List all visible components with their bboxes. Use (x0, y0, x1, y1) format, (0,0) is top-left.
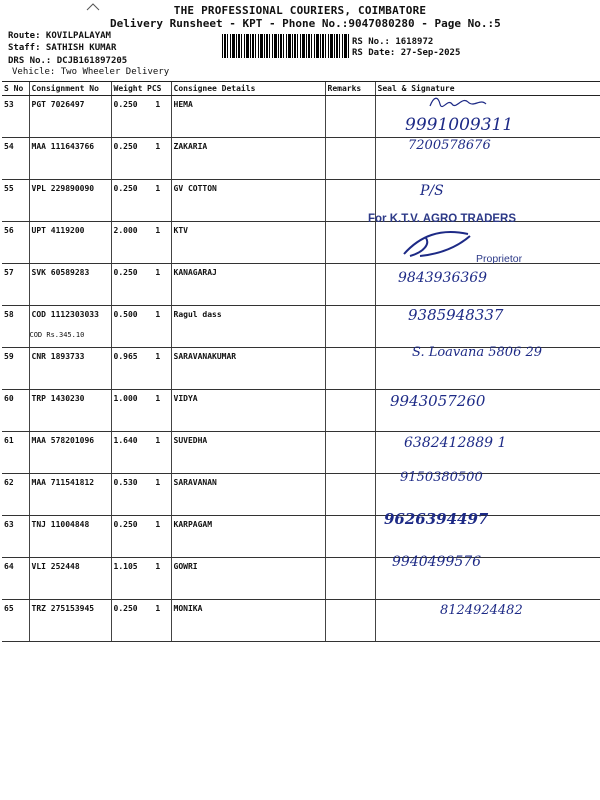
cell-consignment (29, 558, 111, 600)
cell-consignee-text: HEMA (173, 100, 193, 109)
cell-weight-text: 0.965 (113, 352, 138, 361)
cell-remarks (325, 264, 375, 306)
cell-weight (111, 96, 145, 138)
cell-consignment-text: TRZ 275153945 (31, 604, 95, 613)
cell-remarks (325, 138, 375, 180)
cell-weight (111, 432, 145, 474)
table-header-row (2, 82, 600, 96)
runsheet-subtitle: Delivery Runsheet - KPT - Phone No.:9047080280 - Page No.:5 (110, 17, 501, 30)
staff-label: Staff: SATHISH KUMAR (8, 43, 117, 53)
cell-remarks (325, 306, 375, 348)
cell-consignment (29, 180, 111, 222)
company-title: THE PROFESSIONAL COURIERS, COIMBATORE (173, 4, 427, 17)
cell-consignment-text: COD 1112303033 (31, 310, 99, 319)
cell-consignment-text: TRP 1430230 (31, 394, 85, 403)
cell-remarks (325, 348, 375, 390)
signature-phone-65: 8124924482 (440, 603, 523, 618)
cell-consignment (29, 348, 111, 390)
table-row (2, 558, 600, 600)
cell-pcs-text: 1 (155, 184, 161, 193)
cell-consignee (171, 348, 325, 390)
cod-amount-note: COD Rs.345.10 (29, 331, 85, 339)
cell-consignee-text: MONIKA (173, 604, 203, 613)
cell-pcs (145, 432, 171, 474)
cell-weight (111, 222, 145, 264)
cell-consignment (29, 222, 111, 264)
cell-consignee-text: GV COTTON (173, 184, 217, 193)
cell-pcs (145, 96, 171, 138)
cell-pcs (145, 138, 171, 180)
cell-consignee (171, 516, 325, 558)
cell-consignment-text: VPL 229890090 (31, 184, 95, 193)
stamp-role: Proprietor (476, 253, 523, 265)
signature-phone-63: 9626394497 (384, 510, 489, 528)
cell-weight (111, 138, 145, 180)
cell-pcs-text: 1 (155, 436, 161, 445)
cell-pcs-text: 1 (155, 562, 161, 571)
table-row (2, 516, 600, 558)
cell-sno-text: 57 (4, 268, 14, 277)
cell-weight (111, 558, 145, 600)
cell-consignment-text: SVK 60589283 (31, 268, 90, 277)
signature-phone-57: 9843936369 (398, 270, 488, 286)
cell-consignee (171, 222, 325, 264)
company-stamp: For K.T.V. AGRO TRADERS (368, 213, 517, 225)
table-row (2, 474, 600, 516)
cell-remarks (325, 474, 375, 516)
cell-consignee-text: KANAGARAJ (173, 268, 217, 277)
table-row (2, 432, 600, 474)
cell-weight-text: 0.250 (113, 520, 138, 529)
cell-consignee (171, 138, 325, 180)
cell-weight (111, 600, 145, 642)
cell-consignee-text: SUVEDHA (173, 436, 208, 445)
cell-remarks (325, 390, 375, 432)
barcode-icon (222, 34, 350, 58)
cell-sno (2, 138, 29, 180)
cell-pcs (145, 390, 171, 432)
cell-consignment (29, 264, 111, 306)
cell-pcs-text: 1 (155, 394, 161, 403)
cell-consignee-text: ZAKARIA (173, 142, 208, 151)
cell-sno (2, 390, 29, 432)
cell-weight-text: 1.640 (113, 436, 138, 445)
cell-consignee-text: KTV (173, 226, 188, 235)
cell-sno-text: 63 (4, 520, 14, 529)
cell-weight-text: 0.250 (113, 142, 138, 151)
cell-sno-text: 55 (4, 184, 14, 193)
cell-pcs-text: 1 (155, 310, 161, 319)
rs-date: RS Date: 27-Sep-2025 (352, 48, 461, 58)
cell-consignment (29, 138, 111, 180)
cell-consignment-text: MAA 111643766 (31, 142, 95, 151)
drs-number: DRS No.: DCJB161897205 (8, 56, 128, 66)
cell-consignment (29, 600, 111, 642)
cell-consignee-text: SARAVANAKUMAR (173, 352, 237, 361)
cell-sno-text: 54 (4, 142, 14, 151)
cell-consignee-text: GOWRI (173, 562, 198, 571)
cell-weight (111, 264, 145, 306)
cell-weight-text: 0.250 (113, 100, 138, 109)
signature-phone-54: 7200578676 (408, 138, 491, 153)
cell-pcs-text: 1 (155, 478, 161, 487)
cell-pcs (145, 558, 171, 600)
cell-pcs-text: 1 (155, 142, 161, 151)
cell-sno-text: 62 (4, 478, 14, 487)
cell-weight-text: 1.000 (113, 394, 138, 403)
cell-sno (2, 348, 29, 390)
col-remarks: Remarks (325, 82, 375, 96)
col-seal: Seal & Signature (375, 82, 600, 96)
cell-pcs-text: 1 (155, 604, 161, 613)
cell-remarks (325, 432, 375, 474)
cell-sno-text: 64 (4, 562, 14, 571)
col-pcs: PCS (145, 82, 171, 96)
cell-consignee-text: Ragul dass (173, 310, 222, 319)
cell-weight-text: 2.000 (113, 226, 138, 235)
cell-consignment-text: CNR 1893733 (31, 352, 85, 361)
col-consignment: Consignment No (29, 82, 111, 96)
cell-pcs-text: 1 (155, 520, 161, 529)
signature-phone-62: 9150380500 (400, 470, 483, 485)
table-row (2, 390, 600, 432)
cell-consignment (29, 432, 111, 474)
cell-sno-text: 59 (4, 352, 14, 361)
table-row (2, 264, 600, 306)
runsheet-table (2, 81, 600, 642)
signature-phone-60: 9943057260 (390, 392, 486, 410)
signature-phone-59: S. Loavana 5806 29 (412, 345, 543, 360)
cell-pcs (145, 180, 171, 222)
cell-consignee-text: SARAVANAN (173, 478, 217, 487)
cell-consignee-text: VIDYA (173, 394, 198, 403)
cell-sno (2, 558, 29, 600)
cell-pcs (145, 348, 171, 390)
signature-53 (428, 94, 488, 114)
cell-consignment (29, 516, 111, 558)
cell-remarks (325, 222, 375, 264)
signature-phone-64: 9940499576 (392, 554, 482, 570)
cell-remarks (325, 600, 375, 642)
cell-consignee (171, 180, 325, 222)
cell-consignment (29, 96, 111, 138)
signature-phone-53: 9991009311 (405, 115, 514, 135)
cell-pcs (145, 306, 171, 348)
col-consignee: Consignee Details (171, 82, 325, 96)
cell-weight-text: 1.105 (113, 562, 138, 571)
cell-consignment (29, 390, 111, 432)
scribble-icon (428, 94, 488, 110)
cell-weight-text: 0.500 (113, 310, 138, 319)
cell-weight (111, 516, 145, 558)
cell-consignment-text: TNJ 11004848 (31, 520, 90, 529)
cell-consignment (29, 306, 111, 348)
cell-weight (111, 306, 145, 348)
cell-weight-text: 0.250 (113, 184, 138, 193)
cell-sno-text: 56 (4, 226, 14, 235)
cell-sno (2, 96, 29, 138)
cell-pcs (145, 516, 171, 558)
cell-sno (2, 264, 29, 306)
cell-sno-text: 53 (4, 100, 14, 109)
cell-pcs (145, 222, 171, 264)
vehicle-label: Vehicle: Two Wheeler Delivery (12, 67, 170, 77)
col-sno: S No (2, 82, 29, 96)
cell-consignee-text: KARPAGAM (173, 520, 213, 529)
col-weight: Weight (111, 82, 145, 96)
cell-weight-text: 0.530 (113, 478, 138, 487)
table-row (2, 138, 600, 180)
cell-pcs (145, 600, 171, 642)
cell-consignee (171, 600, 325, 642)
cell-pcs-text: 1 (155, 100, 161, 109)
cell-remarks (325, 96, 375, 138)
cell-pcs-text: 1 (155, 268, 161, 277)
cell-consignee (171, 558, 325, 600)
cell-consignment-text: VLI 252448 (31, 562, 80, 571)
cell-sno (2, 600, 29, 642)
cell-pcs (145, 474, 171, 516)
signature-phone-58: 9385948337 (408, 306, 504, 324)
cell-consignee (171, 474, 325, 516)
signature-55: P/S (420, 183, 444, 199)
cell-sno (2, 432, 29, 474)
cell-consignment (29, 474, 111, 516)
cell-consignee (171, 390, 325, 432)
cell-sno (2, 474, 29, 516)
cell-consignee (171, 306, 325, 348)
cell-weight (111, 180, 145, 222)
cell-sno (2, 180, 29, 222)
rs-number: RS No.: 1618972 (352, 37, 434, 47)
cell-consignee (171, 96, 325, 138)
cell-consignee (171, 264, 325, 306)
cell-weight (111, 474, 145, 516)
cell-weight-text: 0.250 (113, 604, 138, 613)
cell-consignment-text: UPT 4119200 (31, 226, 85, 235)
cell-sno-text: 65 (4, 604, 14, 613)
route-label: Route: KOVILPALAYAM (8, 31, 111, 41)
cell-sno-text: 58 (4, 310, 14, 319)
cell-weight (111, 348, 145, 390)
cell-sno-text: 61 (4, 436, 14, 445)
cell-sno-text: 60 (4, 394, 14, 403)
stamp-signature-icon (400, 226, 474, 262)
cell-pcs-text: 1 (155, 352, 161, 361)
cell-sno (2, 306, 29, 348)
cell-sno (2, 222, 29, 264)
cell-pcs (145, 264, 171, 306)
cell-weight-text: 0.250 (113, 268, 138, 277)
cell-remarks (325, 558, 375, 600)
cell-consignee (171, 432, 325, 474)
signature-phone-61: 6382412889 1 (404, 435, 507, 451)
table-row (2, 306, 600, 348)
cell-remarks (325, 516, 375, 558)
cell-consignment-text: MAA 711541812 (31, 478, 95, 487)
cell-consignment-text: PGT 7026497 (31, 100, 85, 109)
cell-consignment-text: MAA 578201096 (31, 436, 95, 445)
cell-sno (2, 516, 29, 558)
cell-pcs-text: 1 (155, 226, 161, 235)
cell-weight (111, 390, 145, 432)
